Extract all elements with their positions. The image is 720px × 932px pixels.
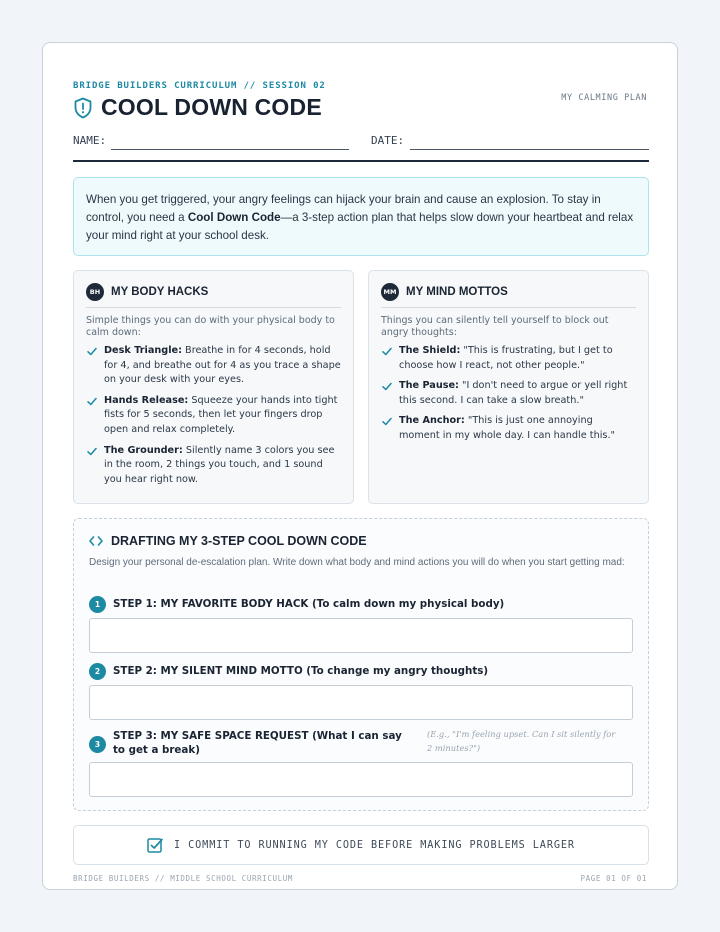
commitment-text: I COMMIT TO RUNNING MY CODE BEFORE MAKING PROBLEMS LARGER (174, 839, 575, 851)
item-text: Squeeze your hands into tight fists for 5 seconds, then let your fingers drop open and relax completely. (104, 394, 338, 435)
drafting-section (73, 518, 649, 811)
curriculum-series: BRIDGE BUILDERS CURRICULUM // SESSION 02 (73, 81, 326, 91)
step-number: 2 (89, 663, 106, 680)
step-3-answer-box[interactable] (89, 762, 633, 797)
step-label: STEP 2: MY SILENT MIND MOTTO (To change my angry thoughts) (113, 665, 489, 677)
list-item (86, 394, 341, 438)
checkmark-icon (87, 447, 97, 456)
item-text: Silently name 3 colors you see in the room, 2 things you touch, and 1 sound you hear right now. (104, 444, 335, 485)
item-text: "This is frustrating, but I get to choose how I react, not other people." (399, 345, 613, 371)
code-brackets-icon (89, 535, 103, 547)
mind-mottos-list (381, 344, 636, 444)
title-row (73, 94, 322, 121)
date-field[interactable] (410, 149, 649, 150)
checkmark-icon (87, 347, 97, 356)
step-label: STEP 1: MY FAVORITE BODY HACK (To calm down my physical body) (113, 598, 505, 610)
worksheet (42, 42, 678, 890)
item-name: Hands Release: (104, 394, 189, 406)
item-name: The Shield: (399, 345, 461, 356)
step-3-hint: (E.g., "I'm feeling upset. Can I sit silently for 2 minutes?") (427, 729, 616, 753)
body-hacks-list (86, 344, 341, 487)
list-item (381, 379, 636, 408)
mind-mottos-card (368, 270, 649, 504)
step-2-answer-box[interactable] (89, 685, 633, 720)
intro-text-part2: —a 3-step action plan that helps slow down your heartbeat and relax your mind right at your school desk. (86, 211, 634, 242)
name-field[interactable] (111, 149, 349, 150)
item-text: "I don't need to argue or yell right this second. I can take a slow breath." (399, 380, 628, 406)
item-text: "This is just one annoying moment in my whole day. I can handle this." (399, 415, 615, 441)
body-hacks-title: MY BODY HACKS (111, 286, 209, 298)
name-label: NAME: (73, 134, 107, 147)
checkbox-checked-icon[interactable] (147, 837, 163, 853)
item-text: Breathe in for 4 seconds, hold for 4, and breathe out for 4 as you trace a shape on your desk with your eyes. (104, 345, 341, 386)
date-label: DATE: (371, 134, 405, 147)
page-number: PAGE 01 OF 01 (580, 874, 647, 883)
plan-label: MY CALMING PLAN (561, 93, 647, 103)
body-hacks-badge: BH (86, 283, 104, 301)
drafting-title: DRAFTING MY 3-STEP COOL DOWN CODE (111, 534, 367, 548)
step-1-answer-box[interactable] (89, 618, 633, 653)
page-title: COOL DOWN CODE (101, 94, 322, 120)
mind-mottos-title: MY MIND MOTTOS (406, 286, 508, 298)
mind-mottos-badge: MM (381, 283, 399, 301)
checkmark-icon (382, 347, 392, 356)
list-item (86, 344, 341, 388)
list-item (381, 344, 636, 373)
intro-text-bold: Cool Down Code (187, 211, 281, 224)
step-number: 1 (89, 596, 106, 613)
checkmark-icon (382, 417, 392, 426)
step-number: 3 (89, 736, 106, 753)
footer-left: BRIDGE BUILDERS // MIDDLE SCHOOL CURRICULUM (73, 874, 293, 883)
body-hacks-subtitle: Simple things you can do with your physical body to calm down: (86, 315, 335, 338)
header-divider (73, 160, 649, 162)
intro-callout (73, 177, 649, 256)
body-hacks-header (86, 283, 341, 308)
mind-mottos-subtitle: Things you can silently tell yourself to block out angry thoughts: (381, 315, 609, 338)
item-name: The Anchor: (399, 415, 465, 427)
checkmark-icon (382, 382, 392, 391)
list-item (86, 444, 341, 488)
checkmark-icon (87, 397, 97, 406)
mind-mottos-header (381, 283, 636, 308)
step-label: STEP 3: MY SAFE SPACE REQUEST (What I can say to get a break) (113, 730, 402, 756)
item-name: Desk Triangle: (104, 345, 182, 356)
item-name: The Pause: (399, 380, 459, 392)
intro-text-part1: When you get triggered, your angry feelings can hijack your brain and cause an explosion. To stay in control, you need a (86, 193, 601, 224)
body-hacks-card (73, 270, 354, 504)
drafting-header (89, 534, 367, 548)
item-name: The Grounder: (104, 444, 183, 456)
shield-alert-icon (73, 97, 93, 119)
drafting-description: Design your personal de-escalation plan. Write down what body and mind actions you will do when you start getting mad: (89, 557, 625, 568)
list-item (381, 414, 636, 443)
commitment-banner (73, 825, 649, 865)
